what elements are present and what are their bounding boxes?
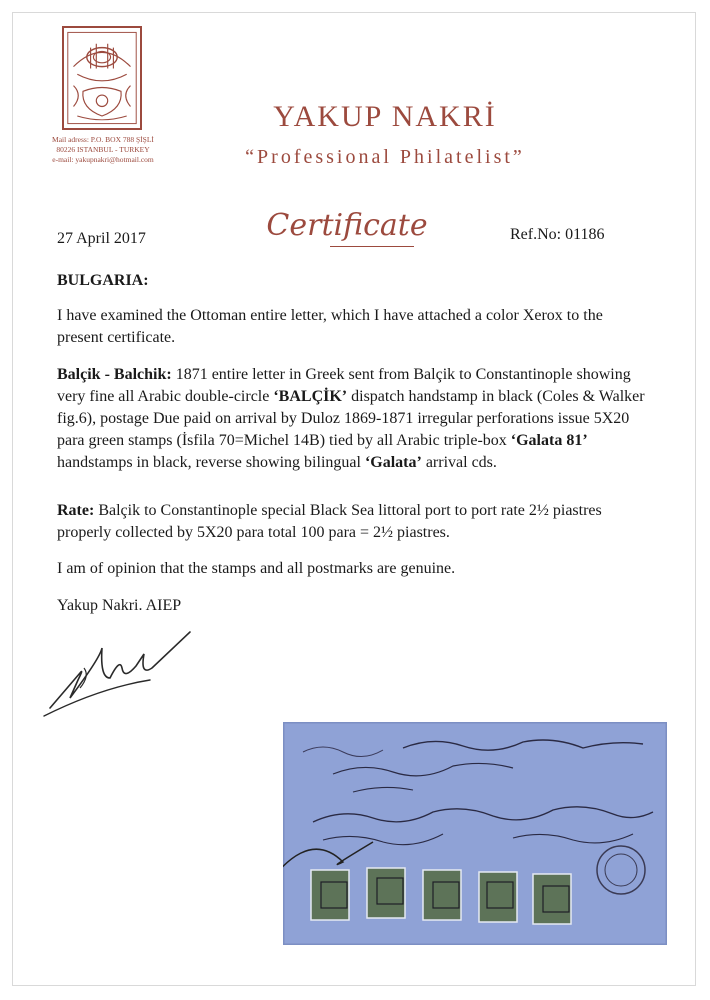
arrival-name: ‘Galata’ <box>364 454 422 471</box>
paragraph-rate <box>57 500 647 544</box>
rate-text: Balçik to Constantinople special Black Sea littoral port to port rate 2½ piastres properly collected by 5X20 para total 100 para = 2½ piastres. <box>57 502 602 541</box>
mail-line: Mail adress: P.O. BOX 788 ŞİŞLİ <box>52 135 154 144</box>
country-heading: BULGARIA: <box>57 272 149 289</box>
mail-line: e-mail: yakupnakri@hotmail.com <box>52 155 154 164</box>
brand-name: YAKUP NAKRİ <box>273 100 497 133</box>
title-underline <box>330 246 414 247</box>
tughra-logo <box>62 26 142 130</box>
place-label: Balçik - Balchik: <box>57 366 172 383</box>
mail-line: 80226 ISTANBUL - TURKEY <box>56 145 150 154</box>
description-text: handstamps in black, reverse showing bilingual <box>57 454 365 471</box>
handstamp-name: ‘BALÇİK’ <box>273 388 348 405</box>
reference-number: Ref.No: 01186 <box>510 226 605 243</box>
description-text: arrival cds. <box>421 454 497 471</box>
paragraph-description <box>57 364 647 474</box>
rate-label: Rate: <box>57 502 95 519</box>
paragraph-intro: I have examined the Ottoman entire letter, which I have attached a color Xerox to the present certificate. <box>57 307 603 346</box>
certificate-title: Certificate <box>266 208 428 243</box>
brand-tagline: “Professional Philatelist” <box>245 146 525 168</box>
signer-name: Yakup Nakri. AIEP <box>57 597 182 614</box>
envelope-photo <box>283 722 667 945</box>
description-text: dispatch handstamp in black (Coles & Walker fig.6), postage Due paid on arrival by Duloz 1869-1871 irregular perforations issue 5X20 para green stamps (İsfila 70=Michel 14B) tied by all Arabic triple-box <box>57 388 645 449</box>
description-text: 1871 entire letter in Greek sent from Balçik to Constantinople showing very fine all Arabic double-circle <box>57 366 631 405</box>
handstamp-name: ‘Galata 81’ <box>510 432 588 449</box>
paragraph-opinion: I am of opinion that the stamps and all postmarks are genuine. <box>57 560 456 577</box>
mail-address <box>38 135 168 165</box>
handwritten-signature <box>40 618 210 723</box>
certificate-date: 27 April 2017 <box>57 230 146 247</box>
